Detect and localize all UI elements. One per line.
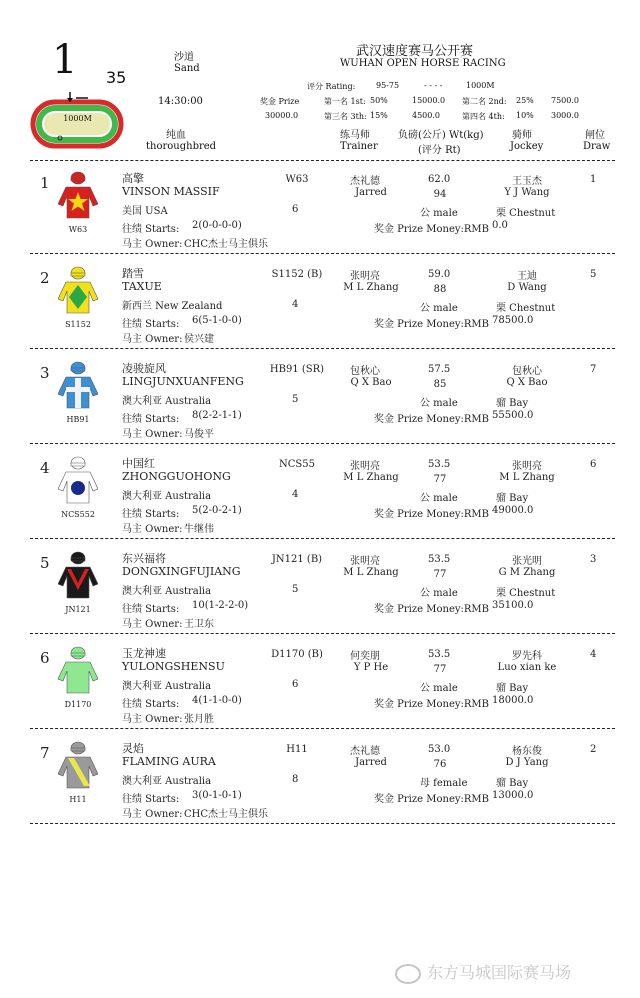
starts-label: 往绩 Starts: — [122, 699, 180, 710]
sex: 公 male — [420, 303, 458, 314]
sex: 公 male — [420, 208, 458, 219]
col-trainer-cn: 练马师 — [340, 130, 370, 141]
entry-divider — [30, 823, 615, 824]
trainer-en: M L Zhang — [343, 282, 399, 293]
trainer-en: M L Zhang — [343, 472, 399, 483]
p1-pct: 50% — [370, 96, 388, 105]
jockey-silk-icon — [58, 550, 98, 602]
starts-label: 往绩 Starts: — [122, 414, 180, 425]
sex: 母 female — [420, 778, 468, 789]
horse-code: HB91 (SR) — [269, 364, 325, 375]
runner-number: 2 — [40, 269, 50, 287]
runner-entry — [0, 261, 640, 357]
entry-divider — [30, 538, 615, 539]
trainer-en: M L Zhang — [343, 567, 399, 578]
money-label: 奖金 Prize Money:RMB — [374, 509, 490, 520]
rating: 77 — [433, 569, 447, 580]
watermark-logo-icon — [395, 964, 421, 984]
horse-name-cn: 踏雪 — [122, 267, 144, 280]
p4-amt: 3000.0 — [551, 111, 579, 120]
jockey-cn: 杨东俊 — [512, 746, 542, 757]
money-label: 奖金 Prize Money:RMB — [374, 319, 490, 330]
horse-age: 8 — [292, 774, 299, 785]
horse-name-cn: 中国红 — [122, 457, 155, 470]
runner-number: 3 — [40, 364, 50, 382]
draw: 5 — [590, 269, 597, 280]
p2-pct: 25% — [516, 96, 534, 105]
starts-label: 往绩 Starts: — [122, 224, 180, 235]
horse-name-cn: 凌骏旋风 — [122, 362, 166, 375]
horse-code: W63 — [285, 174, 309, 185]
weight: 59.0 — [428, 269, 451, 280]
race-number: 1 — [52, 37, 78, 83]
weight: 53.5 — [428, 459, 451, 470]
horse-name-cn: 灵焰 — [122, 742, 144, 755]
money-label: 奖金 Prize Money:RMB — [374, 224, 490, 235]
p2-label: 第二名 2nd: — [462, 97, 507, 106]
horse-age: 5 — [292, 584, 299, 595]
draw: 2 — [590, 744, 597, 755]
col-jockey-cn: 骑师 — [512, 130, 532, 141]
horse-color: 骝 Bay — [496, 493, 529, 504]
trainer-cn: 何奕朋 — [350, 651, 380, 662]
p1-label: 第一名 1st: — [324, 97, 366, 106]
horse-age: 6 — [292, 679, 299, 690]
rating: 76 — [433, 759, 447, 770]
watermark-text: 东方马城国际赛马场 — [427, 963, 572, 982]
p2-amt: 7500.0 — [551, 96, 579, 105]
owner: 王卫东 — [184, 619, 214, 630]
jockey-silk-icon — [58, 265, 98, 317]
runner-entry — [0, 451, 640, 547]
p4-pct: 10% — [516, 111, 534, 120]
prize-total: 30000.0 — [265, 111, 299, 120]
starts: 4(1-1-0-0) — [192, 695, 242, 706]
starts: 10(1-2-2-0) — [192, 600, 249, 611]
rating: 77 — [433, 474, 447, 485]
trainer-en: Jarred — [355, 757, 387, 768]
track-distance-label: 1000M — [63, 114, 92, 123]
weight: 53.5 — [428, 649, 451, 660]
rating: 77 — [433, 664, 447, 675]
title-en: WUHAN OPEN HORSE RACING — [340, 58, 506, 69]
horse-age: 5 — [292, 394, 299, 405]
draw: 3 — [590, 554, 597, 565]
prize-label: 奖金 Prize — [260, 97, 300, 106]
money-label: 奖金 Prize Money:RMB — [374, 794, 490, 805]
starts: 3(0-1-0-1) — [192, 790, 242, 801]
money-label: 奖金 Prize Money:RMB — [374, 604, 490, 615]
trainer-en: Jarred — [355, 187, 387, 198]
owner-label: 马主 Owner: — [122, 714, 183, 725]
surface-cn: 沙道 — [174, 52, 194, 63]
horse-name-cn: 东兴福将 — [122, 552, 166, 565]
trainer-cn: 杰礼德 — [350, 746, 380, 757]
weight: 57.5 — [428, 364, 451, 375]
p1-amt: 15000.0 — [412, 96, 446, 105]
silk-code: JN121 — [65, 605, 91, 614]
owner: CHC杰士马主俱乐 — [184, 809, 269, 820]
horse-code: NCS55 — [279, 459, 315, 470]
horse-code: D1170 (B) — [271, 649, 323, 660]
horse-name-en: DONGXINGFUJIANG — [122, 565, 241, 578]
jockey-en: D Wang — [507, 282, 547, 293]
breed-cn: 纯血 — [166, 130, 186, 141]
sex: 公 male — [420, 398, 458, 409]
starts: 6(5-1-0-0) — [192, 315, 242, 326]
p3-pct: 15% — [370, 111, 388, 120]
runner-number: 4 — [40, 459, 50, 477]
prize-money: 55500.0 — [492, 410, 534, 421]
rating-label: 评分 Rating: — [307, 82, 356, 91]
horse-origin: 澳大利亚 Australia — [122, 776, 212, 787]
starts-label: 往绩 Starts: — [122, 509, 180, 520]
col-weight-cn: 负磅(公斤) Wt(kg) — [398, 130, 484, 141]
prize-money: 78500.0 — [492, 315, 534, 326]
horse-color: 骝 Bay — [496, 398, 529, 409]
horse-name-en: ZHONGGUOHONG — [122, 470, 231, 483]
owner: CHC杰士马主俱乐 — [184, 239, 269, 250]
jockey-cn: 王迪 — [517, 271, 537, 282]
jockey-silk-icon — [58, 360, 98, 412]
jockey-en: Q X Bao — [506, 377, 548, 388]
weight: 53.0 — [428, 744, 451, 755]
weight: 62.0 — [428, 174, 451, 185]
silk-code: W63 — [68, 225, 88, 234]
runner-number: 1 — [40, 174, 50, 192]
owner: 牛继伟 — [184, 524, 214, 535]
jockey-en: D J Yang — [505, 757, 549, 768]
jockey-en: Luo xian ke — [497, 662, 557, 673]
draw: 1 — [590, 174, 597, 185]
trainer-cn: 张明亮 — [350, 461, 380, 472]
jockey-cn: 罗先科 — [512, 651, 542, 662]
silk-code: H11 — [69, 795, 87, 804]
sex: 公 male — [420, 683, 458, 694]
owner-label: 马主 Owner: — [122, 239, 183, 250]
entry-divider — [30, 728, 615, 729]
horse-code: S1152 (B) — [271, 269, 323, 280]
owner-label: 马主 Owner: — [122, 334, 183, 345]
runner-entry — [0, 166, 640, 262]
owner-label: 马主 Owner: — [122, 809, 183, 820]
sex: 公 male — [420, 588, 458, 599]
horse-age: 4 — [292, 299, 299, 310]
starts-label: 往绩 Starts: — [122, 604, 180, 615]
owner: 马俊平 — [184, 429, 214, 440]
entry-divider — [30, 253, 615, 254]
header-divider — [30, 160, 615, 161]
runner-entry — [0, 356, 640, 452]
field-size: 35 — [106, 68, 127, 87]
owner-label: 马主 Owner: — [122, 524, 183, 535]
horse-name-en: YULONGSHENSU — [122, 660, 225, 673]
money-label: 奖金 Prize Money:RMB — [374, 414, 490, 425]
prize-money: 18000.0 — [492, 695, 534, 706]
runner-entry — [0, 546, 640, 642]
prize-money: 49000.0 — [492, 505, 534, 516]
entry-divider — [30, 633, 615, 634]
horse-color: 栗 Chestnut — [496, 303, 556, 314]
trainer-en: Y P He — [353, 662, 389, 673]
trainer-cn: 张明亮 — [350, 556, 380, 567]
col-rating-cn: (评分 Rt) — [418, 145, 461, 156]
horse-origin: 美国 USA — [122, 206, 168, 217]
horse-origin: 澳大利亚 Australia — [122, 491, 212, 502]
jockey-en: G M Zhang — [498, 567, 556, 578]
draw: 7 — [590, 364, 597, 375]
silk-code: S1152 — [65, 320, 91, 329]
horse-origin: 澳大利亚 Australia — [122, 681, 212, 692]
p3-label: 第三名 3th: — [324, 112, 367, 121]
horse-origin: 新西兰 New Zealand — [122, 301, 223, 312]
col-trainer-en: Trainer — [340, 141, 378, 152]
horse-color: 栗 Chestnut — [496, 588, 556, 599]
jockey-en: M L Zhang — [499, 472, 555, 483]
runner-entry — [0, 736, 640, 832]
horse-color: 骝 Bay — [496, 778, 529, 789]
post-time: 14:30:00 — [158, 96, 203, 107]
draw: 6 — [590, 459, 597, 470]
watermark — [395, 960, 571, 984]
owner-label: 马主 Owner: — [122, 619, 183, 630]
starts: 5(2-0-2-1) — [192, 505, 242, 516]
col-jockey-en: Jockey — [510, 141, 544, 152]
rating: 94 — [433, 189, 447, 200]
p3-amt: 4500.0 — [412, 111, 440, 120]
p4-label: 第四名 4th: — [462, 112, 505, 121]
prize-money: 13000.0 — [492, 790, 534, 801]
title-cn: 武汉速度赛马公开赛 — [356, 44, 474, 59]
horse-name-en: VINSON MASSIF — [122, 185, 220, 198]
trainer-cn: 张明亮 — [350, 271, 380, 282]
distance: 1000M — [466, 81, 495, 90]
horse-origin: 澳大利亚 Australia — [122, 396, 212, 407]
trainer-cn: 包秋心 — [350, 366, 380, 377]
horse-name-en: TAXUE — [122, 280, 162, 293]
jockey-en: Y J Wang — [504, 187, 550, 198]
horse-origin: 澳大利亚 Australia — [122, 586, 212, 597]
rating: 88 — [433, 284, 447, 295]
horse-age: 4 — [292, 489, 299, 500]
jockey-silk-icon — [58, 740, 98, 792]
entry-divider — [30, 443, 615, 444]
horse-name-cn: 玉龙神速 — [122, 647, 166, 660]
prize-money: 0.0 — [492, 220, 508, 231]
col-draw-cn: 闸位 — [585, 130, 605, 141]
money-label: 奖金 Prize Money:RMB — [374, 699, 490, 710]
breed-en: thoroughbred — [146, 141, 217, 152]
track-diagram — [30, 90, 125, 150]
rating-value: 95-75 — [376, 81, 400, 90]
jockey-cn: 张光明 — [512, 556, 542, 567]
horse-color: 骝 Bay — [496, 683, 529, 694]
weight: 53.5 — [428, 554, 451, 565]
starts: 2(0-0-0-0) — [192, 220, 242, 231]
trainer-cn: 杰礼德 — [350, 176, 380, 187]
horse-name-cn: 高擎 — [122, 172, 144, 185]
horse-color: 栗 Chestnut — [496, 208, 556, 219]
horse-age: 6 — [292, 204, 299, 215]
entry-divider — [30, 348, 615, 349]
rating: 85 — [433, 379, 447, 390]
owner: 张月胜 — [184, 714, 214, 725]
runner-number: 7 — [40, 744, 50, 762]
horse-code: JN121 (B) — [271, 554, 323, 565]
runner-number: 5 — [40, 554, 50, 572]
silk-code: NCS552 — [61, 510, 95, 519]
sex: 公 male — [420, 493, 458, 504]
horse-name-en: LINGJUNXUANFENG — [122, 375, 244, 388]
runner-number: 6 — [40, 649, 50, 667]
owner: 侯兴建 — [184, 334, 214, 345]
surface-en: Sand — [174, 63, 200, 74]
jockey-cn: 包秋心 — [512, 366, 542, 377]
horse-code: H11 — [286, 744, 308, 755]
silk-code: D1170 — [64, 700, 92, 709]
silk-code: HB91 — [66, 415, 90, 424]
trainer-en: Q X Bao — [350, 377, 392, 388]
rating-blank: - - - - — [424, 81, 443, 90]
horse-name-en: FLAMING AURA — [122, 755, 216, 768]
jockey-cn: 张明亮 — [512, 461, 542, 472]
owner-label: 马主 Owner: — [122, 429, 183, 440]
jockey-silk-icon — [58, 170, 98, 222]
jockey-cn: 王玉杰 — [512, 176, 542, 187]
runner-entry — [0, 641, 640, 737]
jockey-silk-icon — [58, 645, 98, 697]
jockey-silk-icon — [58, 455, 98, 507]
starts-label: 往绩 Starts: — [122, 794, 180, 805]
starts: 8(2-2-1-1) — [192, 410, 242, 421]
draw: 4 — [590, 649, 597, 660]
prize-money: 35100.0 — [492, 600, 534, 611]
starts-label: 往绩 Starts: — [122, 319, 180, 330]
col-draw-en: Draw — [583, 141, 611, 152]
